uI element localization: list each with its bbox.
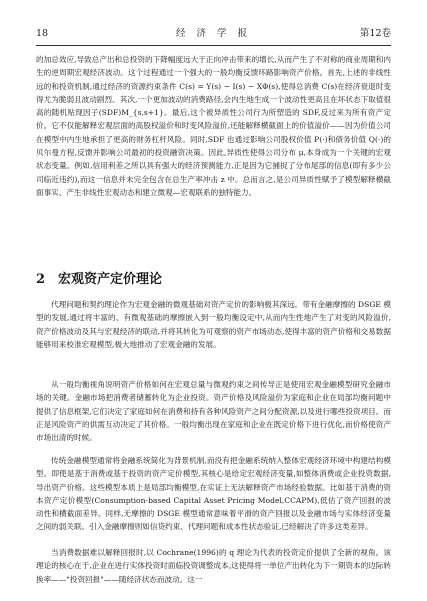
section-heading [36, 270, 162, 290]
page-number: 18 [36, 28, 49, 39]
running-header [36, 26, 391, 42]
paragraph-4-text: 传统金融模型通常将金融系统简化为背景机制,而没有把金融系统纳入整体宏观经济环境中构建结构模型。即使是基于消费或基于投资的资产定价模型,其核心是给定宏观经济变量,如整体消费或企业投资数据,导出资产价格。这些模型本质上是局部均衡模型,在实证上无法解释资产市场经验数据。比如基于消费的资本资产定价模型(Consumption-based Capital Asset Pricing Model,CCAPM),低估了资产回报的波动性和横截面差异。同样,无摩擦的 DSGE 模型通常意味着平滑的资产回报以及金融市场与实体经济变量之间的弱关联。引入金融摩擦则如信贷约束、代理问题和成本性状态验证,已经解决了许多这类差异。 [36, 456, 391, 532]
paragraph-5-text: 当消费数据难以解释回报时,以 Cochrane(1996)的 q 理论为代表的投资定价提供了全新的视角。该理论的核心在于,企业在进行实体投资时面临投资调整成本,这使得将一单位产出转化为下一期资本的边际转换率——"投资回报"——随经济状态而波动。这一 [36, 548, 391, 584]
issue-label: 第12卷 [359, 28, 391, 39]
paragraph-3-text: 从一般均衡视角说明资产价格如何在宏观总量与微观约束之间传导正是使用宏观金融模型研究金融市场的关键。金融市场把消费者储蓄转化为企业投资。资产价格及风险溢价为家庭和企业在局部均衡问题中提供了信息框架,它们决定了家庭如何在消费和持有各种风险资产之间分配资源,以及进行哪些投资项目。而正是风险资产的供需互动决定了其价格。一般均衡出现在家庭和企业在既定价格下进行优化,而价格使资产市场出清的时候。 [36, 380, 391, 443]
header-rule [36, 45, 391, 46]
paragraph-1-text: 的加总效应,导致总产出和总投资的下降幅度远大于正向冲击带来的增长,从而产生了不对称的商业周期和内生的逆周期宏观经济波动。这个过程通过一个强大的一般均衡反馈环路影响资产价格。首先,上述的非线性远的和投资机制,通过经济的资源约束条件 C(s) = Y(s) − I(s) − XΦ(s),使得总消费 C(s)在经济衰退时变得尤为脆弱且波动剧烈。其次,一个更加波动的消费路径,会内生地生成一个波动性更高且在坏状态下取值很高的随机贴现因子(SDF)M_{s,s+1}。最后,这个被异质性公司行为所塑造的 SDF,反过来为所有资产定价。它不仅能解释宏观层面的高股权溢价和时变风险溢价,还能解释横截面上的价值溢价——因为价值公司在模型中内生地承担了更高的财务杠杆风险。同时,SDF 也通过影响公司股权价值 P(·)和债务价值 Q(·)的贝尔曼方程,反馈并影响公司最初的投资融资决策。因此,异质性使得公司分布 μ,本身成为一个关键的宏观状态变量。例如,信用利差之所以具有强大的经济预测能力,正是因为它捕捉了分布尾部的信息(即有多少公司临近违约),而这一信息并未完全包含在总生产率冲击 z 中。总而言之,是公司异质性赋予了模型解释横截面事实、产生非线性宏观动态和建立微观—宏观联系的独特能力。 [36, 55, 391, 197]
paragraph-2 [36, 298, 391, 351]
section-title: 宏观资产定价理论 [58, 272, 163, 287]
journal-title: 经 济 学 报 [175, 28, 252, 39]
paragraph-3 [36, 378, 391, 444]
paragraph-2-text: 代理问题和契约理论作为宏观金融的微观基础对资产定价的影响极其深远。带有金融摩擦的 DSGE 模型的发展,通过将丰富的、有微观基础的摩擦嵌入到一般均衡设定中,从而内生性地产生了对变的风险溢价,资产价格波动及其与宏观经济的联动,并将其转化为可观察的资产市场动态,使得丰富的资产价格和交易数据能够用来校准宏观模型,极大地推动了宏观金融的发展。 [36, 300, 391, 349]
paragraph-1 [36, 53, 391, 199]
paragraph-4 [36, 454, 391, 534]
section-number: 2 [36, 272, 46, 287]
paragraph-5 [36, 546, 391, 586]
